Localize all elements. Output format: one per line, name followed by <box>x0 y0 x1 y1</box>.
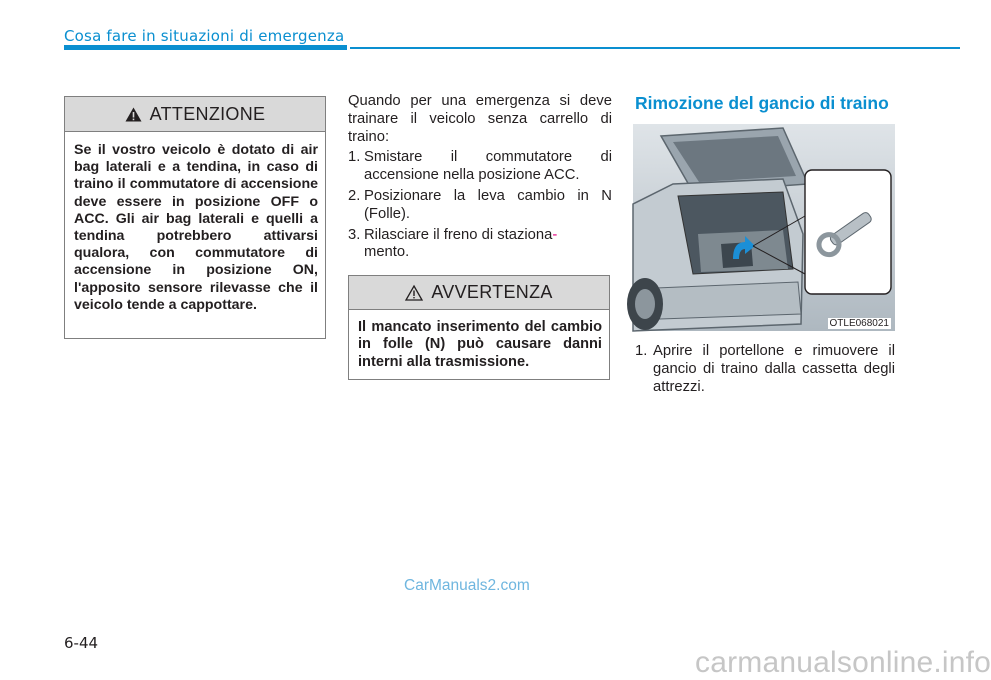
avvertenza-heading: AVVERTENZA <box>431 282 553 302</box>
section-title: Rimozione del gancio di traino <box>635 93 889 113</box>
tow-hook-illustration <box>633 124 895 331</box>
page-number: 6-44 <box>64 634 99 652</box>
list-item <box>635 343 895 396</box>
warning-triangle-filled-icon <box>125 107 142 122</box>
step-text-continued: mento. <box>364 244 410 261</box>
step-text-wrap <box>364 227 612 263</box>
attenzione-header <box>65 97 325 132</box>
intro-paragraph: Quando per una emergenza si deve trainare il veicolo senza carrello di traino: <box>348 93 612 145</box>
avvertenza-text: Il mancato inserimento del cambio in folle (N) può causare danni interni alla trasmissione. <box>358 319 602 370</box>
attenzione-box <box>64 96 326 339</box>
attenzione-text: Se il vostro veicolo è dotato di air bag laterali e a tendina, in caso di traino il commutatore di accensione deve essere in posizione OFF o ACC. Gli air bag laterali e quelli a tendina potrebbero attivarsi qualora, con commutatore di accensione in posizione ON, l'apposito sensore rilevasse che il veicolo tende a cappottare. <box>74 142 318 313</box>
step-number: 3. <box>348 226 361 243</box>
right-column-steps <box>635 340 895 396</box>
header-rule-thin <box>350 47 960 49</box>
list-item <box>348 149 612 185</box>
step-text: Posizionare la leva cambio in N (Folle). <box>364 187 612 222</box>
avvertenza-header <box>349 276 609 310</box>
section-header-title: Cosa fare in situazioni di emergenza <box>64 27 345 45</box>
car-trunk-drawing <box>633 124 895 331</box>
step-number: 2. <box>348 187 361 204</box>
avvertenza-box <box>348 275 610 380</box>
step-text: Aprire il portellone e rimuovere il gancio di traino dalla cassetta degli attrezzi. <box>653 343 895 395</box>
step-text: Rilasciare il freno di staziona <box>364 226 553 243</box>
list-item <box>348 188 612 224</box>
list-item <box>348 227 612 263</box>
warning-triangle-outline-icon <box>405 285 423 301</box>
step-number: 1. <box>635 343 648 359</box>
watermark-text: carmanualsonline.info <box>695 646 991 679</box>
watermark-link[interactable]: CarManuals2.com <box>404 577 530 594</box>
step-number: 1. <box>348 149 361 166</box>
hyphen: - <box>552 226 558 243</box>
middle-column <box>348 93 612 262</box>
attenzione-heading: ATTENZIONE <box>149 103 266 124</box>
step-text: Smistare il commutatore di accensione nella posizione ACC. <box>364 149 612 184</box>
header-rule-thick <box>64 45 347 50</box>
figure-id: OTLE068021 <box>829 318 889 329</box>
